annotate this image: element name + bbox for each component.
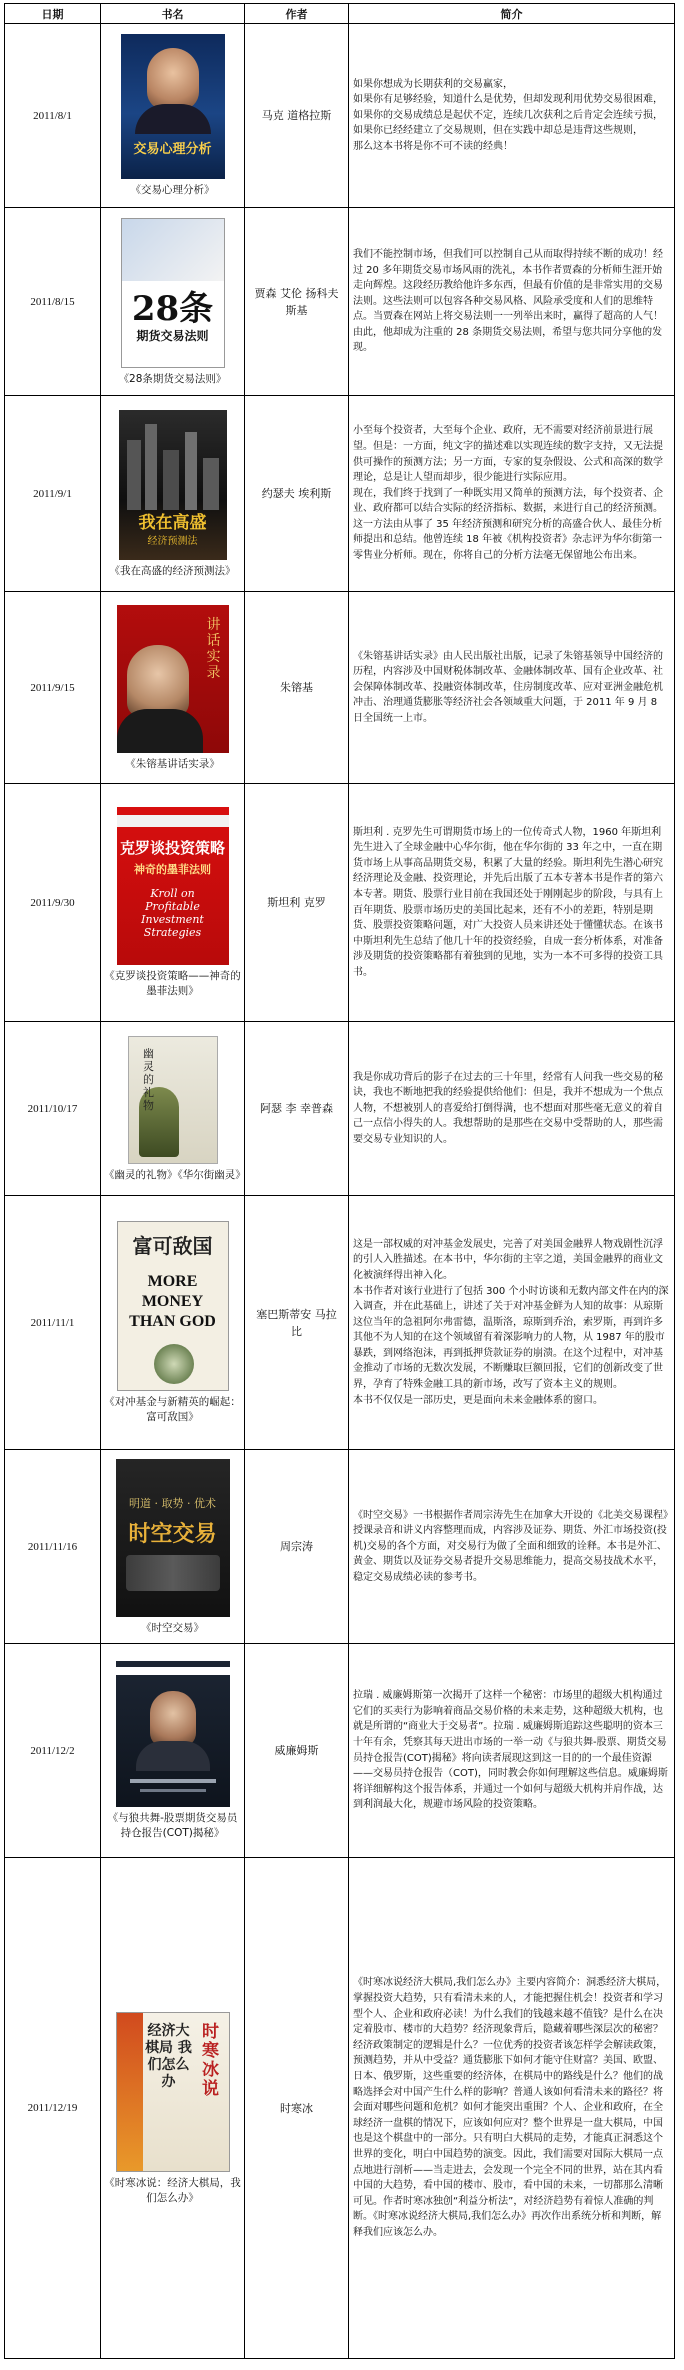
book-title: 《与狼共舞-股票期货交易员持仓报告(COT)揭秘》 bbox=[107, 1812, 238, 1839]
header-author: 作者 bbox=[245, 4, 349, 24]
table-row bbox=[5, 1858, 675, 2359]
author-cell: 约瑟夫 埃利斯 bbox=[245, 396, 349, 592]
author-cell: 周宗涛 bbox=[245, 1450, 349, 1644]
cover-title-text: 时空交易 bbox=[128, 1520, 217, 1547]
book-title: 《朱镕基讲话实录》 bbox=[125, 757, 220, 770]
book-cover-image bbox=[119, 410, 227, 560]
cover-title-text: 交易心理分析 bbox=[133, 142, 212, 157]
book-cover-image bbox=[116, 1661, 230, 1807]
book-cell bbox=[101, 208, 245, 396]
date-cell: 2011/8/1 bbox=[5, 24, 101, 208]
author-cell: 贾森 艾伦 扬科夫斯基 bbox=[245, 208, 349, 396]
header-date: 日期 bbox=[5, 4, 101, 24]
book-title: 《克罗谈投资策略——神奇的墨菲法则》 bbox=[104, 970, 241, 997]
book-cover-image bbox=[121, 218, 225, 368]
book-table bbox=[4, 3, 675, 2359]
date-cell: 2011/8/15 bbox=[5, 208, 101, 396]
table-row bbox=[5, 592, 675, 784]
cover-subtitle-text: 明道 · 取势 · 优术 bbox=[129, 1496, 216, 1510]
book-cover-image bbox=[117, 1221, 229, 1391]
book-title: 《幽灵的礼物》《华尔街幽灵》 bbox=[104, 1168, 246, 1181]
summary-cell: 《时寒冰说经济大棋局,我们怎么办》主要内容简介：洞悉经济大棋局，掌握投资大趋势，只有看清未来的人，才能把握住机会！投资者和学习型个人、企业和政府必读！为什么我们的钱越来越不值钱？是什么在决定着股市、楼市的大趋势？经济现象背后，隐藏着哪些深层次的秘密？经济政策制定的逻辑是什么？一位优秀的投资者该怎样学会解读政策，预测趋势，并从中受益？通货膨胀下如何才能守住财富？美国、欧盟、日本、俄罗斯，这些重要的经济体，在棋局中的路线是什么？他们的战略选择会对中国产生什么样的影响？普通人该如何看清未来的路径？将会面对哪些问题和危机？如何才能突出重围？个人、企业和政府，在全球经济一盘棋的情况下，应该如何应对？整个世界是一盘大棋局，中国也是这个棋盘中的一部分。只有明白大棋局的走势，才能真正洞悉这个世界的变化，明白中国趋势的演变。因此，我们需要对国际大棋局一点点地进行剖析——当走进去，会发现一个完全不同的世界，站在其内看中国的大趋势，看中国的楼市、股市，看中国的未来，一切都那么清晰可见。作者时寒冰独创“利益分析法”，对经济趋势有着惊人准确的判断。《时寒冰说经济大棋局,我们怎么办》再次作出系统分析和判断，解释我们应该怎么办。 bbox=[349, 1858, 675, 2359]
book-cover-image bbox=[117, 605, 229, 753]
author-cell: 朱镕基 bbox=[245, 592, 349, 784]
cover-english-text: Kroll on Profitable Investment Strategies bbox=[141, 887, 204, 939]
author-cell: 时寒冰 bbox=[245, 1858, 349, 2359]
summary-cell: 斯坦利 . 克罗先生可谓期货市场上的一位传奇式人物，1960 年斯坦利先生进入了全球金融中心华尔街，他在华尔街的 33 年之中，一直在期货市场上从事高品期货交易，积累了大量的经验。斯坦利先生潜心研究经济理论及金融、投资理论，并先后出版了五本专著本书是作者的第六本专著。期货、股票行业目前在我国还处于刚刚起步的阶段，与具有上百年期货、股票市场历史的美国比起来，还有不小的差距，特别是期货、股票投资策略问题，对广大投资人员来讲还处于懂懂状态。在该书中斯坦利先生总结了他几十年的投资经验，自成一套分析体系，对准备涉及期货的投资策略都有着独到的见地，实为一本不可多得的投资工具书。 bbox=[349, 784, 675, 1022]
cover-subtitle-text: 神奇的墨菲法则 bbox=[134, 863, 211, 876]
table-row bbox=[5, 1022, 675, 1196]
book-title: 《28条期货交易法则》 bbox=[118, 372, 227, 385]
cover-title-text: 富可敌国 bbox=[132, 1234, 213, 1258]
book-cell bbox=[101, 784, 245, 1022]
header-row bbox=[5, 4, 675, 24]
book-cell bbox=[101, 24, 245, 208]
summary-cell: 我们不能控制市场，但我们可以控制自己从而取得持续不断的成功！经过 20 多年期货交易市场风雨的洗礼，本书作者贾森的分析师生涯开始走向辉煌。这段经历教给他许多东西，但最有价值的是非常实用的交易法则。这些法则可以包容各种交易风格、风险承受度和人们的思维特点。当贾森在网站上将交易法则一一列举出来时，赢得了超高的人气！由此，他却成为注重的 28 条期货交易法则，希望与您共同分享他的发现。 bbox=[349, 208, 675, 396]
summary-cell: 如果你想成为长期获利的交易赢家， 如果你有足够经验，知道什么是优势，但却发现利用优势交易很困难， 如果你的交易成绩总是起伏不定，连续几次获利之后肯定会连续亏损， 如果你已经经建立了交易规则，但在实践中却总是违背这些规则， 那么这本书将是你不可不读的经典！ bbox=[349, 24, 675, 208]
book-cover-image bbox=[128, 1036, 218, 1164]
author-cell: 威廉姆斯 bbox=[245, 1644, 349, 1858]
date-cell: 2011/11/1 bbox=[5, 1196, 101, 1450]
cover-subtitle-text: 经济预测法 bbox=[147, 535, 198, 547]
cover-subtitle-text: 期货交易法则 bbox=[136, 328, 209, 343]
book-cell bbox=[101, 396, 245, 592]
table-row bbox=[5, 1644, 675, 1858]
book-cover-image bbox=[116, 1459, 230, 1617]
summary-cell: 我是你成功背后的影子在过去的三十年里，经常有人问我一些交易的秘诀，我也不断地把我的经验提供给他们：但是，我并不想成为一个焦点人物，不想被别人的喜爱给打倒得满，也不想面对那些毫无意义的着自己一点信小得失的人。我想帮助的是那些在交易中受帮助的人，那些需要交易专业知识的人。 bbox=[349, 1022, 675, 1196]
table-row bbox=[5, 396, 675, 592]
date-cell: 2011/9/30 bbox=[5, 784, 101, 1022]
book-title: 《时寒冰说：经济大棋局，我们怎么办》 bbox=[104, 2176, 241, 2204]
table-row bbox=[5, 24, 675, 208]
book-title: 《我在高盛的经济预测法》 bbox=[109, 564, 236, 577]
author-cell: 斯坦利 克罗 bbox=[245, 784, 349, 1022]
book-title: 《对冲基金与新精英的崛起：富可敌国》 bbox=[104, 1396, 241, 1423]
book-cell bbox=[101, 1196, 245, 1450]
table-row bbox=[5, 784, 675, 1022]
book-cover-image bbox=[121, 34, 225, 179]
book-cell bbox=[101, 1858, 245, 2359]
cover-subtitle-text: 经济大棋局 我们怎么办 bbox=[145, 2022, 192, 2090]
summary-cell: 《时空交易》一书根据作者周宗涛先生在加拿大开设的《北美交易课程》授课录音和讲义内容整理而成，内容涉及证券、期货、外汇市场投资(投机)交易的各个方面，对交易行为做了全面和细致的诠释。本书是外汇、黄金、期货以及证券交易者提升交易思维能力，提高交易技战术水平，稳定交易成绩必读的参考书。 bbox=[349, 1450, 675, 1644]
table-row bbox=[5, 1450, 675, 1644]
summary-cell: 这是一部权威的对冲基金发展史，完善了对美国金融界人物戏剧性沉浮的引人入胜描述。在本书中，华尔街的主宰之道，美国金融界的商业文化被演绎得出神入化。 本书作者对该行业进行了包括 300 个小时访谈和无数内部文件在内的深入调查，并在此基础上，讲述了关于对冲基金鲜为人知的故事：从琼斯这位当年的急祖阿尔弗雷德，温斯洛，琼斯到乔治，索罗斯，再到许多其他不为人知的在这个领域留有着深影响力的人物，从 1987 年的股市暴跌，到网络泡沫，再到抵押贷款证券的崩溃。在这个过程中，对冲基金推动了市场的无数次发展，不断赚取巨额回报，它们的创新改变了世界，孕育了特殊金融工具的新市场，改写了资本主义的规则。 本书不仅仅是一部历史，更是面向未来金融体系的窗口。 bbox=[349, 1196, 675, 1450]
cover-title-text: 克罗谈投资策略 bbox=[119, 839, 225, 857]
date-cell: 2011/12/19 bbox=[5, 1858, 101, 2359]
cover-title-text: 时寒冰说 bbox=[202, 2021, 219, 2099]
cover-title-text: 28条 bbox=[131, 288, 214, 329]
cover-title-text: 幽灵的礼物 bbox=[143, 1046, 154, 1112]
cover-title-text: 讲话实录 bbox=[206, 616, 221, 681]
date-cell: 2011/12/2 bbox=[5, 1644, 101, 1858]
header-summary: 简介 bbox=[349, 4, 675, 24]
cover-title-text: 我在高盛 bbox=[138, 512, 207, 533]
author-cell: 马克 道格拉斯 bbox=[245, 24, 349, 208]
book-cell bbox=[101, 592, 245, 784]
date-cell: 2011/10/17 bbox=[5, 1022, 101, 1196]
author-cell: 阿瑟 李 幸普森 bbox=[245, 1022, 349, 1196]
header-title: 书名 bbox=[101, 4, 245, 24]
table-row bbox=[5, 1196, 675, 1450]
date-cell: 2011/9/15 bbox=[5, 592, 101, 784]
book-cover-image bbox=[117, 807, 229, 965]
cover-english-text: MORE MONEY THAN GOD bbox=[129, 1273, 216, 1330]
book-cell bbox=[101, 1644, 245, 1858]
author-cell: 塞巴斯蒂安 马拉比 bbox=[245, 1196, 349, 1450]
summary-cell: 《朱镕基讲话实录》由人民出版社出版，记录了朱镕基领导中国经济的历程，内容涉及中国财税体制改革、金融体制改革、国有企业改革、社会保障体制改革、投融资体制改革，住房制度改革、应对亚洲金融危机冲击、治理通货膨胀等经济社会各领域重大问题，于 2011 年 9 月 8 日全国统一上市。 bbox=[349, 592, 675, 784]
summary-cell: 拉瑞 . 威廉姆斯第一次揭开了这样一个秘密：市场里的超级大机构通过它们的买卖行为影响着商品交易价格的未来走势，这种超级大机构，也就是所谓的“商业大于交易者”。拉瑞 . 威廉姆斯追踪这些聪明的资本三十年有余，凭察其每天进出市场的一举一动《与狼共舞-股票、期货交易员持仓报告(COT)揭秘》将向读者展现这到这一目的的一个最佳资源——交易员持仓报告（COT)，同时教会你如何理解这些信息。威廉姆斯将详细解构这个报告体系，并通过一个如何与超级大机构并肩作战，达到利润最大化，规避市场风险的投资策略。 bbox=[349, 1644, 675, 1858]
book-cell bbox=[101, 1022, 245, 1196]
date-cell: 2011/9/1 bbox=[5, 396, 101, 592]
book-title: 《交易心理分析》 bbox=[130, 184, 215, 196]
table-row bbox=[5, 208, 675, 396]
summary-cell: 小至每个投资者，大至每个企业、政府，无不需要对经济前景进行展望。但是：一方面，纯文字的描述难以实现连续的数字支持，又无法提供可操作的预测方法；另一方面，专家的复杂假设、公式和高深的数学理论，总是让人望而却步，很少能进行实际应用。 现在，我们终于找到了一种既实用又简单的预测方法，每个投资者、企业、政府都可以结合实际的经济指标、数据，来进行自己的经济预测。这一方法由从事了 35 年经济预测和研究分析的高盛合伙人、最佳分析师提出和总结。他曾连续 18 年被《机构投资者》杂志评为华尔街第一零售业分析师。现在，你将自己的分析方法毫无保留地公布出来。 bbox=[349, 396, 675, 592]
date-cell: 2011/11/16 bbox=[5, 1450, 101, 1644]
book-cell bbox=[101, 1450, 245, 1644]
book-cover-image bbox=[116, 2012, 230, 2172]
book-title: 《时空交易》 bbox=[141, 1621, 204, 1634]
